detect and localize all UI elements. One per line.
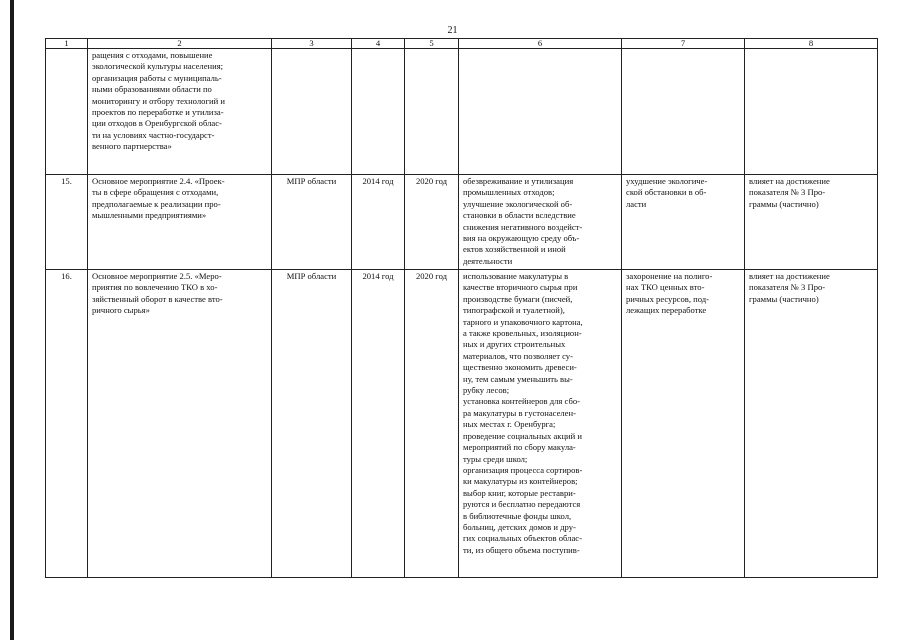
executor: МПР области xyxy=(272,175,352,270)
non-implementation-consequence: ухудшение экологиче- ской обстановки в об- ласти xyxy=(622,175,745,270)
end-year: 2020 год xyxy=(405,175,459,270)
executor xyxy=(272,49,352,175)
column-number: 8 xyxy=(745,39,878,49)
row-number: 16. xyxy=(46,270,88,578)
program-events-table xyxy=(45,38,878,578)
start-year: 2014 год xyxy=(352,270,405,578)
expected-result: использование макулатуры в качестве вторичного сырья при производстве бумаги (писчей, типографской и туалетной), тарного и упаковочного картона, а также кровельных, изоляцион- ных и других строительных материалов, что позволяет су- щественно экономить древеси- ну, тем самым уменьшить вы- рубку лесов; установка контейнеров для сбо- ра макулатуры в густонаселен- ных местах г. Оренбурга; проведение социальных акций и мероприятий по сбору макула- туры среди школ; организация процесса сортиров- ки макулатуры из контейнеров; выбор книг, которые реставри- руются и бесплатно передаются в библиотечные фонды школ, больниц, детских домов и дру- гих социальных объектов облас- ти, из общего объема поступив- xyxy=(459,270,622,578)
scan-binding-edge xyxy=(10,0,14,640)
column-number: 7 xyxy=(622,39,745,49)
start-year xyxy=(352,49,405,175)
event-description: Основное мероприятие 2.4. «Проек- ты в сфере обращения с отходами, предполагаемые к реализации про- мышленными предприятиями» xyxy=(88,175,272,270)
indicator-relation: влияет на достижение показателя № 3 Про- граммы (частично) xyxy=(745,270,878,578)
indicator-relation xyxy=(745,49,878,175)
expected-result xyxy=(459,49,622,175)
executor: МПР области xyxy=(272,270,352,578)
event-description: ращения с отходами, повышение экологической культуры населения; организация работы с муниципаль- ными образованиями области по мониторингу и отбору технологий и проектов по переработке и утилиза- ции отходов в Оренбургской облас- ти на условиях частно-государст- венного партнерства» xyxy=(88,49,272,175)
table-row xyxy=(46,175,878,270)
page-number: 21 xyxy=(447,25,458,36)
column-number: 6 xyxy=(459,39,622,49)
table-row xyxy=(46,49,878,175)
column-number: 2 xyxy=(88,39,272,49)
row-number: 15. xyxy=(46,175,88,270)
column-number: 3 xyxy=(272,39,352,49)
column-number-header-row xyxy=(46,39,878,49)
start-year: 2014 год xyxy=(352,175,405,270)
non-implementation-consequence xyxy=(622,49,745,175)
event-description: Основное мероприятие 2.5. «Меро- приятия по вовлечению ТКО в хо- зяйственный оборот в качестве вто- ричного сырья» xyxy=(88,270,272,578)
indicator-relation: влияет на достижение показателя № 3 Про- граммы (частично) xyxy=(745,175,878,270)
non-implementation-consequence: захоронение на полиго- нах ТКО ценных вто- ричных ресурсов, под- лежащих переработке xyxy=(622,270,745,578)
expected-result: обезвреживание и утилизация промышленных отходов; улучшение экологической об- становки в области вследствие снижения негативного воздейст- вия на окружающую среду объ- ектов хозяйственной и иной деятельности xyxy=(459,175,622,270)
row-number xyxy=(46,49,88,175)
column-number: 1 xyxy=(46,39,88,49)
table-row xyxy=(46,270,878,578)
end-year xyxy=(405,49,459,175)
column-number: 4 xyxy=(352,39,405,49)
end-year: 2020 год xyxy=(405,270,459,578)
column-number: 5 xyxy=(405,39,459,49)
